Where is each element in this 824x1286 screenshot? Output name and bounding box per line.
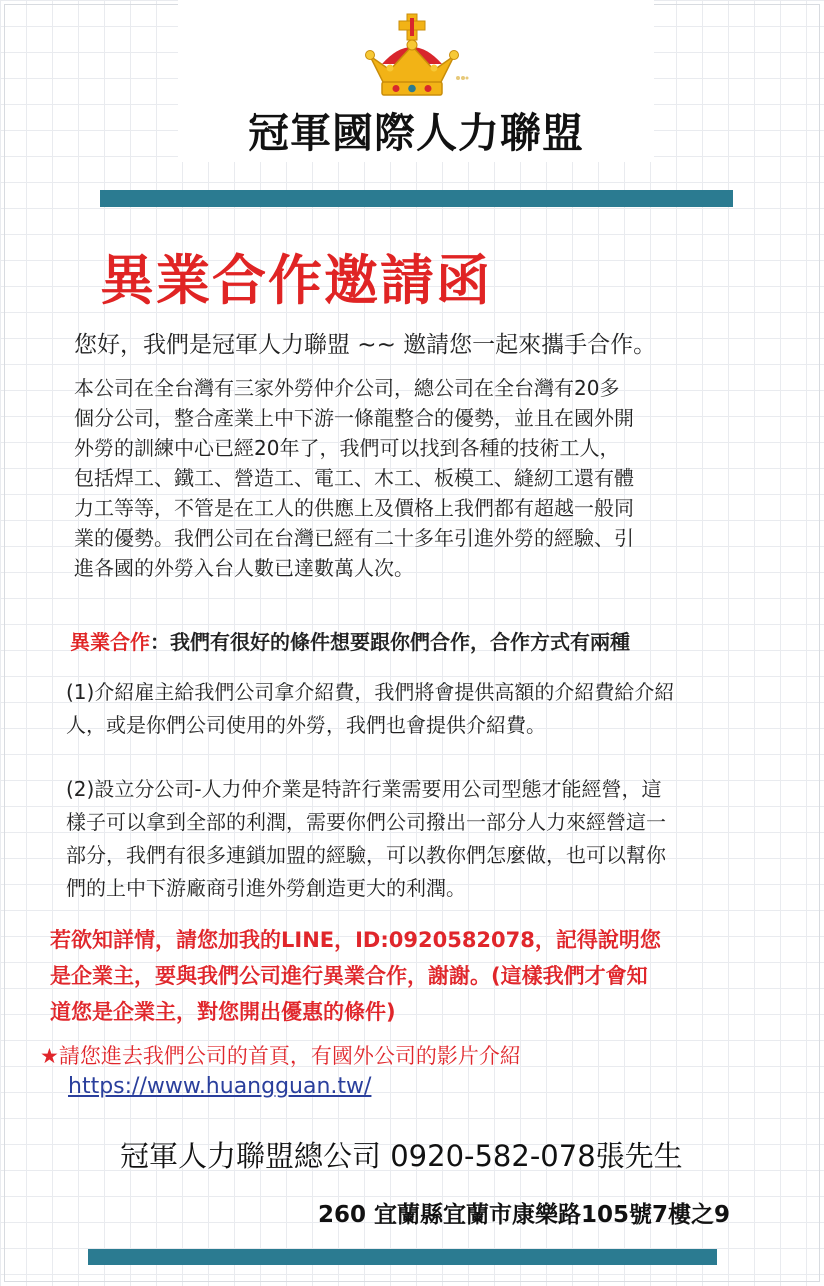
cooperation-option-2 (66, 773, 666, 905)
intro-line: 外勞的訓練中心已經20年了，我們可以找到各種的技術工人， (74, 436, 620, 460)
company-address: 260 宜蘭縣宜蘭市康樂路105號7樓之9 (318, 1202, 731, 1228)
homepage-link[interactable]: https://www.huangguan.tw/ (68, 1074, 372, 1099)
company-contact: 冠軍人力聯盟總公司 0920-582-078張先生 (120, 1139, 683, 1173)
crown-icon (364, 12, 460, 102)
cooperation-heading-label: 異業合作 (70, 630, 150, 654)
invitation-title: 異業合作邀請函 (100, 249, 492, 312)
top-accent-bar (100, 190, 733, 207)
cooperation-heading (70, 626, 630, 655)
contact-notice (50, 922, 661, 1030)
contact-notice-line: 若欲知詳情，請您加我的LINE，ID:0920582078，記得說明您 (50, 928, 661, 952)
intro-paragraph (74, 373, 634, 583)
brand-title: 冠軍國際人力聯盟 (248, 109, 584, 157)
intro-line: 業的優勢。我們公司在台灣已經有二十多年引進外勞的經驗、引 (74, 526, 634, 550)
intro-line: 進各國的外勞入台人數已達數萬人次。 (74, 556, 414, 580)
cooperation-heading-text: ：我們有很好的條件想要跟你們合作，合作方式有兩種 (150, 630, 630, 654)
contact-notice-line: 道您是企業主，對您開出優惠的條件) (50, 1000, 396, 1024)
intro-line: 包括焊工、鐵工、營造工、電工、木工、板模工、縫紉工還有體 (74, 466, 634, 490)
contact-notice-line: 是企業主，要與我們公司進行異業合作，謝謝。(這樣我們才會知 (50, 964, 648, 988)
small-logo-mark-icon (455, 74, 469, 82)
option-line: (2)設立分公司-人力仲介業是特許行業需要用公司型態才能經營，這 (66, 777, 662, 801)
option-line: 部分，我們有很多連鎖加盟的經驗，可以教你們怎麼做，也可以幫你 (66, 843, 666, 867)
option-line: 們的上中下游廠商引進外勞創造更大的利潤。 (66, 876, 466, 900)
option-line: 人，或是你們公司使用的外勞，我們也會提供介紹費。 (66, 713, 546, 737)
greeting-text: 您好，我們是冠軍人力聯盟 ~~ 邀請您一起來攜手合作。 (74, 332, 657, 358)
homepage-note: ★請您進去我們公司的首頁，有國外公司的影片介紹 (40, 1044, 521, 1068)
intro-line: 力工等等，不管是在工人的供應上及價格上我們都有超越一般同 (74, 496, 634, 520)
cooperation-option-1 (66, 676, 674, 742)
option-line: 樣子可以拿到全部的利潤，需要你們公司撥出一部分人力來經營這一 (66, 810, 666, 834)
option-line: (1)介紹雇主給我們公司拿介紹費，我們將會提供高額的介紹費給介紹 (66, 680, 675, 704)
bottom-accent-bar (88, 1249, 717, 1265)
intro-line: 個分公司，整合產業上中下游一條龍整合的優勢，並且在國外開 (74, 406, 634, 430)
intro-line: 本公司在全台灣有三家外勞仲介公司，總公司在全台灣有20多 (74, 376, 620, 400)
